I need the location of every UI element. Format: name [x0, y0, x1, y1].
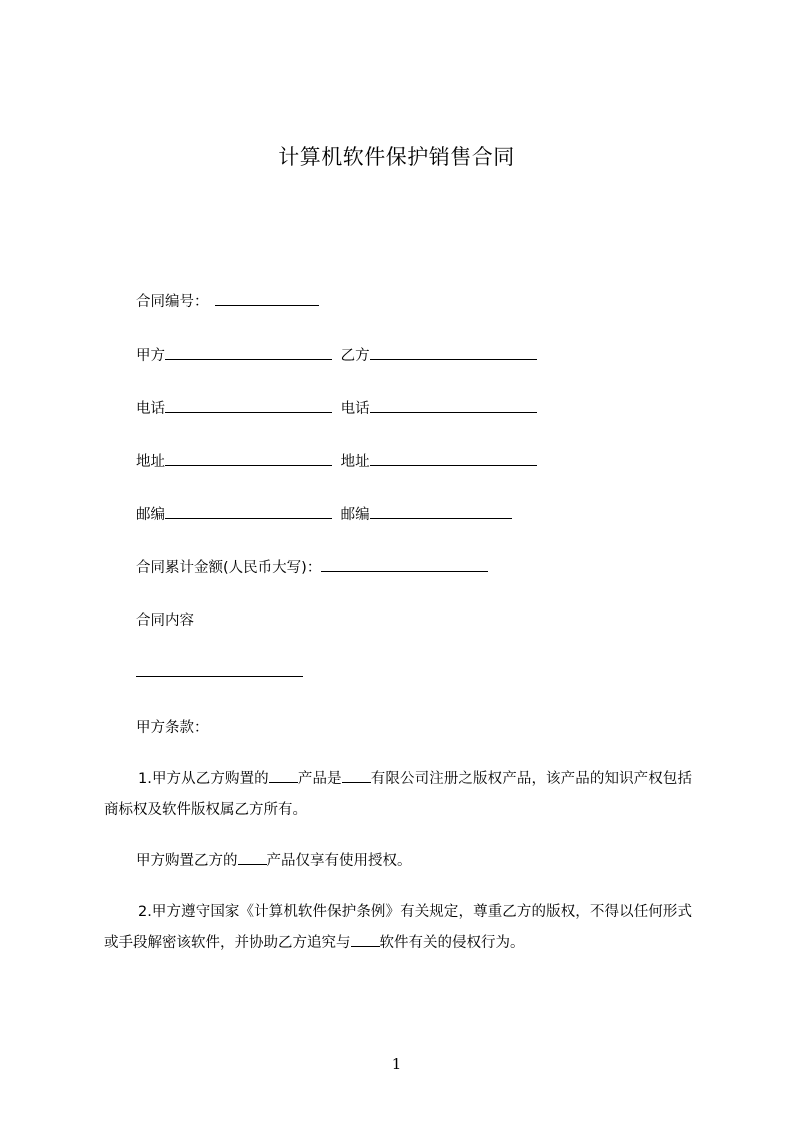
- address-b-label: 地址: [340, 454, 370, 470]
- clause-2-blank[interactable]: [351, 932, 380, 947]
- clause-1-blank-a[interactable]: [269, 768, 298, 783]
- contract-number-blank[interactable]: [215, 291, 319, 306]
- postcode-a-blank[interactable]: [165, 504, 332, 519]
- postcode-b-label: 邮编: [340, 507, 370, 523]
- content-line: [136, 662, 303, 683]
- content-heading: 合同内容: [136, 613, 194, 629]
- phone-b-blank[interactable]: [370, 398, 537, 413]
- clause-1-text-c: 有限公司注册之版权产品，该产品的知识产权包括商标权及软件版权属乙方所有。: [104, 771, 692, 818]
- contract-number-label: 合同编号：: [136, 294, 209, 310]
- amount-label: 合同累计金额(人民币大写)：: [136, 560, 322, 576]
- clause-1: [104, 764, 692, 826]
- phone-a-label: 电话: [136, 401, 165, 417]
- clause-2: [104, 897, 692, 959]
- clause-2-text-b: 软件有关的侵权行为。: [379, 935, 525, 951]
- party-a-blank[interactable]: [165, 345, 332, 360]
- amount-line: [136, 557, 488, 578]
- phone-a-blank[interactable]: [165, 398, 332, 413]
- clause-1b-text-b: 产品仅享有使用授权。: [266, 853, 412, 869]
- address-a-blank[interactable]: [165, 451, 332, 466]
- party-a-terms-heading: 甲方条款：: [136, 720, 209, 736]
- clause-1-blank-b[interactable]: [342, 768, 371, 783]
- party-b-blank[interactable]: [370, 345, 537, 360]
- clause-2-text-a: 2.甲方遵守国家《计算机软件保护条例》有关规定，尊重乙方的版权，不得以任何形式或手段解密该软件，并协助乙方追究与: [104, 904, 692, 951]
- clause-1-text-b: 产品是: [297, 771, 342, 787]
- clause-1b-text-a: 甲方购置乙方的: [136, 853, 238, 869]
- postcode-b-blank[interactable]: [370, 504, 512, 519]
- party-a-label: 甲方: [136, 348, 165, 364]
- phone-line: [136, 398, 537, 419]
- party-line: [136, 345, 537, 366]
- address-a-label: 地址: [136, 454, 165, 470]
- amount-blank[interactable]: [321, 557, 488, 572]
- phone-b-label: 电话: [340, 401, 370, 417]
- postcode-a-label: 邮编: [136, 507, 165, 523]
- document-title: 计算机软件保护销售合同: [278, 145, 515, 169]
- address-line: [136, 451, 537, 472]
- postcode-line: [136, 504, 512, 525]
- party-b-label: 乙方: [340, 348, 370, 364]
- contract-number-line: [136, 291, 319, 312]
- page-number: 1: [391, 1055, 402, 1073]
- content-blank[interactable]: [136, 662, 303, 677]
- clause-1-text-a: 1.甲方从乙方购置的: [138, 771, 269, 787]
- address-b-blank[interactable]: [370, 451, 537, 466]
- clause-1b: [136, 850, 412, 871]
- clause-1b-blank[interactable]: [238, 850, 267, 865]
